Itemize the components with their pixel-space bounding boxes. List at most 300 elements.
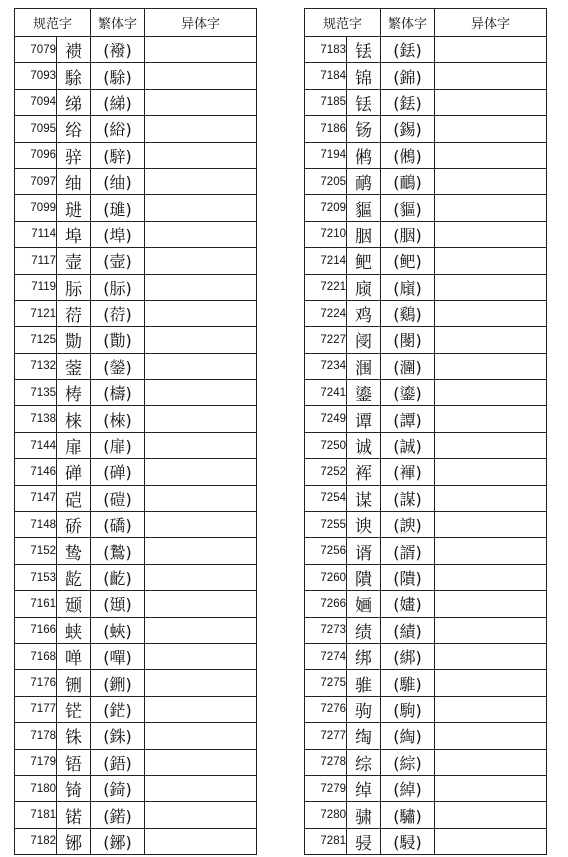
standard-char: 骓: [347, 670, 381, 696]
traditional-char: (璡): [91, 195, 145, 221]
standard-char: 壸: [57, 248, 91, 274]
table-row: [305, 459, 547, 485]
char-number: 7094: [15, 89, 57, 115]
traditional-char: (壸): [91, 248, 145, 274]
standard-char: 谞: [347, 538, 381, 564]
char-number: 7138: [15, 406, 57, 432]
char-number: 7214: [305, 248, 347, 274]
char-number: 7177: [15, 696, 57, 722]
table-row: [305, 248, 547, 274]
header-variant: 异体字: [435, 9, 547, 37]
standard-char: 裈: [347, 459, 381, 485]
traditional-char: (譚): [381, 406, 435, 432]
variant-char-cell: [145, 116, 257, 142]
standard-char: 驹: [347, 696, 381, 722]
traditional-char: (勩): [91, 327, 145, 353]
variant-char-cell: [435, 406, 547, 432]
traditional-char: (錫): [381, 116, 435, 142]
table-row: [305, 142, 547, 168]
table-row: [15, 37, 257, 63]
standard-char: 阌: [347, 327, 381, 353]
variant-char-cell: [145, 512, 257, 538]
variant-char-cell: [435, 37, 547, 63]
variant-char-cell: [435, 485, 547, 511]
traditional-char: (蛺): [91, 617, 145, 643]
traditional-char: (鷄): [381, 300, 435, 326]
traditional-char: (鲃): [381, 248, 435, 274]
variant-char-cell: [435, 327, 547, 353]
table-row: [305, 300, 547, 326]
char-number: 7176: [15, 670, 57, 696]
variant-char-cell: [145, 643, 257, 669]
variant-char-cell: [435, 459, 547, 485]
variant-char-cell: [435, 63, 547, 89]
table-row: [15, 485, 257, 511]
table-row: [305, 538, 547, 564]
traditional-char: (誠): [381, 432, 435, 458]
traditional-char: (嫿): [381, 591, 435, 617]
variant-char-cell: [145, 617, 257, 643]
char-number: 7117: [15, 248, 57, 274]
traditional-char: (棶): [91, 406, 145, 432]
traditional-char: (銩): [381, 89, 435, 115]
char-number: 7125: [15, 327, 57, 353]
table-row: [305, 512, 547, 538]
standard-char: 硙: [57, 485, 91, 511]
standard-char: 䃅: [57, 459, 91, 485]
char-number: 7249: [305, 406, 347, 432]
traditional-char: (䌷): [91, 168, 145, 194]
table-row: [15, 89, 257, 115]
variant-char-cell: [145, 802, 257, 828]
traditional-char: (銖): [91, 723, 145, 749]
table-body-left: [15, 37, 257, 855]
table-row: [305, 380, 547, 406]
standard-char: 婳: [347, 591, 381, 617]
standard-char: 谋: [347, 485, 381, 511]
standard-char: 绩: [347, 617, 381, 643]
char-table-left: [14, 8, 257, 855]
table-row: [15, 142, 257, 168]
variant-char-cell: [435, 775, 547, 801]
standard-char: 铥: [347, 37, 381, 63]
header-standard: 规范字: [15, 9, 91, 37]
char-number: 7281: [305, 828, 347, 854]
variant-char-cell: [435, 564, 547, 590]
variant-char-cell: [435, 432, 547, 458]
variant-char-cell: [435, 89, 547, 115]
table-row: [15, 432, 257, 458]
standard-char: 䏡: [57, 274, 91, 300]
standard-char: 庼: [347, 274, 381, 300]
variant-char-cell: [145, 670, 257, 696]
standard-char: 骕: [347, 802, 381, 828]
table-row: [15, 221, 257, 247]
traditional-char: (葕): [91, 300, 145, 326]
variant-char-cell: [145, 775, 257, 801]
traditional-char: (鎣): [91, 353, 145, 379]
char-number: 7194: [305, 142, 347, 168]
traditional-char: (綈): [91, 89, 145, 115]
variant-char-cell: [435, 221, 547, 247]
header-standard: 规范字: [305, 9, 381, 37]
standard-char: 硚: [57, 512, 91, 538]
traditional-char: (驌): [381, 802, 435, 828]
standard-char: 扉: [57, 432, 91, 458]
traditional-char: (鷙): [91, 538, 145, 564]
traditional-char: (駒): [381, 696, 435, 722]
char-number: 7146: [15, 459, 57, 485]
traditional-char: (埠): [91, 221, 145, 247]
char-number: 7099: [15, 195, 57, 221]
traditional-char: (鎏): [381, 380, 435, 406]
traditional-char: (綌): [91, 116, 145, 142]
char-number: 7161: [15, 591, 57, 617]
header-variant: 异体字: [145, 9, 257, 37]
traditional-char: (褌): [381, 459, 435, 485]
char-number: 7166: [15, 617, 57, 643]
char-number: 7276: [305, 696, 347, 722]
char-number: 7095: [15, 116, 57, 142]
traditional-char: (磑): [91, 485, 145, 511]
char-number: 7266: [305, 591, 347, 617]
variant-char-cell: [145, 142, 257, 168]
table-row: [305, 485, 547, 511]
table-row: [15, 696, 257, 722]
table-row: [305, 406, 547, 432]
traditional-char: (檮): [91, 380, 145, 406]
variant-char-cell: [145, 723, 257, 749]
char-number: 7254: [305, 485, 347, 511]
standard-char: 绤: [57, 116, 91, 142]
table-row: [305, 221, 547, 247]
char-number: 7093: [15, 63, 57, 89]
char-number: 7168: [15, 643, 57, 669]
traditional-char: (駼): [91, 63, 145, 89]
variant-char-cell: [435, 749, 547, 775]
standard-char: 鲃: [347, 248, 381, 274]
standard-char: 综: [347, 749, 381, 775]
traditional-char: (績): [381, 617, 435, 643]
table-row: [15, 538, 257, 564]
table-row: [305, 749, 547, 775]
traditional-char: (鋩): [91, 696, 145, 722]
traditional-char: (襏): [91, 37, 145, 63]
table-row: [15, 406, 257, 432]
standard-char: 骎: [347, 828, 381, 854]
table-row: [305, 274, 547, 300]
variant-char-cell: [145, 696, 257, 722]
standard-char: 颋: [57, 591, 91, 617]
table-header-row: [305, 9, 547, 37]
char-number: 7210: [305, 221, 347, 247]
standard-char: 埠: [57, 221, 91, 247]
standard-char: 啴: [57, 643, 91, 669]
char-number: 7273: [305, 617, 347, 643]
table-row: [305, 353, 547, 379]
char-number: 7241: [305, 380, 347, 406]
char-number: 7144: [15, 432, 57, 458]
char-number: 7135: [15, 380, 57, 406]
table-row: [15, 63, 257, 89]
header-traditional: 繁体字: [381, 9, 435, 37]
table-row: [15, 512, 257, 538]
traditional-char: (鍩): [91, 802, 145, 828]
table-row: [15, 775, 257, 801]
variant-char-cell: [435, 195, 547, 221]
traditional-char: (頲): [91, 591, 145, 617]
variant-char-cell: [145, 195, 257, 221]
standard-char: 骍: [57, 142, 91, 168]
table-row: [15, 670, 257, 696]
traditional-char: (鋣): [91, 828, 145, 854]
standard-char: 鸸: [347, 168, 381, 194]
char-number: 7182: [15, 828, 57, 854]
standard-char: 锜: [57, 775, 91, 801]
table-row: [15, 617, 257, 643]
table-row: [15, 591, 257, 617]
standard-char: 铢: [57, 723, 91, 749]
table-row: [305, 643, 547, 669]
table-row: [305, 63, 547, 89]
table-row: [305, 168, 547, 194]
traditional-char: (䃅): [91, 459, 145, 485]
variant-char-cell: [145, 406, 257, 432]
table-body-right: [305, 37, 547, 855]
standard-char: 鎏: [347, 380, 381, 406]
standard-char: 梼: [57, 380, 91, 406]
traditional-char: (廎): [381, 274, 435, 300]
standard-char: 葕: [57, 300, 91, 326]
char-number: 7185: [305, 89, 347, 115]
table-row: [15, 564, 257, 590]
char-number: 7278: [305, 749, 347, 775]
traditional-char: (隤): [381, 564, 435, 590]
table-row: [15, 749, 257, 775]
variant-char-cell: [435, 802, 547, 828]
standard-char: 锦: [347, 63, 381, 89]
standard-char: 绹: [347, 723, 381, 749]
traditional-char: (鋙): [91, 749, 145, 775]
table-row: [15, 248, 257, 274]
variant-char-cell: [435, 696, 547, 722]
standard-char: 谀: [347, 512, 381, 538]
variant-char-cell: [435, 643, 547, 669]
standard-char: 䌷: [57, 168, 91, 194]
traditional-char: (礄): [91, 512, 145, 538]
table-row: [15, 116, 257, 142]
standard-char: 铏: [57, 670, 91, 696]
char-number: 7132: [15, 353, 57, 379]
variant-char-cell: [145, 485, 257, 511]
traditional-char: (錡): [91, 775, 145, 801]
char-number: 7079: [15, 37, 57, 63]
standard-char: 绑: [347, 643, 381, 669]
standard-char: 梾: [57, 406, 91, 432]
variant-char-cell: [435, 670, 547, 696]
standard-char: 隤: [347, 564, 381, 590]
variant-char-cell: [145, 248, 257, 274]
traditional-char: (潿): [381, 353, 435, 379]
char-number: 7255: [305, 512, 347, 538]
standard-char: 蓥: [57, 353, 91, 379]
traditional-char: (鵂): [381, 142, 435, 168]
traditional-char: (駸): [381, 828, 435, 854]
traditional-char: (綯): [381, 723, 435, 749]
table-row: [15, 643, 257, 669]
variant-char-cell: [435, 617, 547, 643]
char-number: 7252: [305, 459, 347, 485]
table-header-row: [15, 9, 257, 37]
variant-char-cell: [145, 327, 257, 353]
variant-char-cell: [145, 353, 257, 379]
table-row: [15, 195, 257, 221]
table-row: [305, 696, 547, 722]
table-row: [305, 432, 547, 458]
traditional-char: (䏡): [91, 274, 145, 300]
standard-char: 䙌: [57, 37, 91, 63]
char-table-right: [304, 8, 547, 855]
variant-char-cell: [435, 142, 547, 168]
traditional-char: (騅): [381, 670, 435, 696]
table-row: [15, 327, 257, 353]
variant-char-cell: [145, 221, 257, 247]
standard-char: 鸷: [57, 538, 91, 564]
traditional-char: (諛): [381, 512, 435, 538]
table-row: [305, 195, 547, 221]
variant-char-cell: [435, 380, 547, 406]
traditional-char: (鴯): [381, 168, 435, 194]
variant-char-cell: [435, 168, 547, 194]
table-row: [305, 89, 547, 115]
standard-char: 绨: [57, 89, 91, 115]
char-number: 7152: [15, 538, 57, 564]
table-row: [15, 168, 257, 194]
char-number: 7180: [15, 775, 57, 801]
char-number: 7147: [15, 485, 57, 511]
standard-char: 铓: [57, 696, 91, 722]
variant-char-cell: [145, 432, 257, 458]
standard-char: 鸡: [347, 300, 381, 326]
char-number: 7221: [305, 274, 347, 300]
char-number: 7260: [305, 564, 347, 590]
table-row: [305, 327, 547, 353]
variant-char-cell: [145, 591, 257, 617]
table-row: [305, 670, 547, 696]
table-row: [15, 828, 257, 854]
variant-char-cell: [145, 37, 257, 63]
variant-char-cell: [145, 749, 257, 775]
standard-char: 鸺: [347, 142, 381, 168]
standard-char: 谭: [347, 406, 381, 432]
table-row: [305, 37, 547, 63]
variant-char-cell: [145, 274, 257, 300]
char-number: 7096: [15, 142, 57, 168]
table-row: [15, 300, 257, 326]
table-row: [15, 459, 257, 485]
char-number: 7181: [15, 802, 57, 828]
char-number: 7234: [305, 353, 347, 379]
char-number: 7184: [305, 63, 347, 89]
table-row: [305, 564, 547, 590]
variant-char-cell: [435, 538, 547, 564]
traditional-char: (齕): [91, 564, 145, 590]
traditional-char: (銩): [381, 37, 435, 63]
char-number: 7279: [305, 775, 347, 801]
traditional-char: (謀): [381, 485, 435, 511]
standard-char: 貙: [347, 195, 381, 221]
char-number: 7274: [305, 643, 347, 669]
variant-char-cell: [435, 353, 547, 379]
variant-char-cell: [145, 828, 257, 854]
standard-char: 勚: [57, 327, 91, 353]
char-number: 7148: [15, 512, 57, 538]
char-number: 7153: [15, 564, 57, 590]
standard-char: 锘: [57, 802, 91, 828]
traditional-char: (閿): [381, 327, 435, 353]
variant-char-cell: [435, 274, 547, 300]
table-row: [305, 723, 547, 749]
standard-char: 龁: [57, 564, 91, 590]
char-number: 7121: [15, 300, 57, 326]
variant-char-cell: [145, 168, 257, 194]
standard-char: 钖: [347, 116, 381, 142]
variant-char-cell: [435, 300, 547, 326]
traditional-char: (錦): [381, 63, 435, 89]
table-row: [15, 723, 257, 749]
traditional-char: (騂): [91, 142, 145, 168]
char-number: 7280: [305, 802, 347, 828]
char-number: 7227: [305, 327, 347, 353]
variant-char-cell: [435, 723, 547, 749]
traditional-char: (綜): [381, 749, 435, 775]
char-number: 7186: [305, 116, 347, 142]
char-number: 7114: [15, 221, 57, 247]
variant-char-cell: [145, 459, 257, 485]
standard-char: 涠: [347, 353, 381, 379]
standard-char: 铥: [347, 89, 381, 115]
char-number: 7256: [305, 538, 347, 564]
table-row: [305, 617, 547, 643]
traditional-char: (綽): [381, 775, 435, 801]
standard-char: 绰: [347, 775, 381, 801]
table-row: [305, 591, 547, 617]
table-row: [305, 802, 547, 828]
variant-char-cell: [435, 591, 547, 617]
standard-char: 駼: [57, 63, 91, 89]
table-row: [305, 116, 547, 142]
traditional-char: (諝): [381, 538, 435, 564]
char-number: 7205: [305, 168, 347, 194]
variant-char-cell: [145, 538, 257, 564]
char-number: 7097: [15, 168, 57, 194]
char-number: 7209: [305, 195, 347, 221]
table-row: [15, 380, 257, 406]
standard-char: 诚: [347, 432, 381, 458]
variant-char-cell: [435, 116, 547, 142]
traditional-char: (扉): [91, 432, 145, 458]
char-number: 7179: [15, 749, 57, 775]
table-row: [305, 775, 547, 801]
variant-char-cell: [145, 89, 257, 115]
traditional-char: (胭): [381, 221, 435, 247]
table-row: [15, 274, 257, 300]
variant-char-cell: [435, 828, 547, 854]
char-number: 7178: [15, 723, 57, 749]
char-number: 7277: [305, 723, 347, 749]
standard-char: 琎: [57, 195, 91, 221]
variant-char-cell: [145, 380, 257, 406]
